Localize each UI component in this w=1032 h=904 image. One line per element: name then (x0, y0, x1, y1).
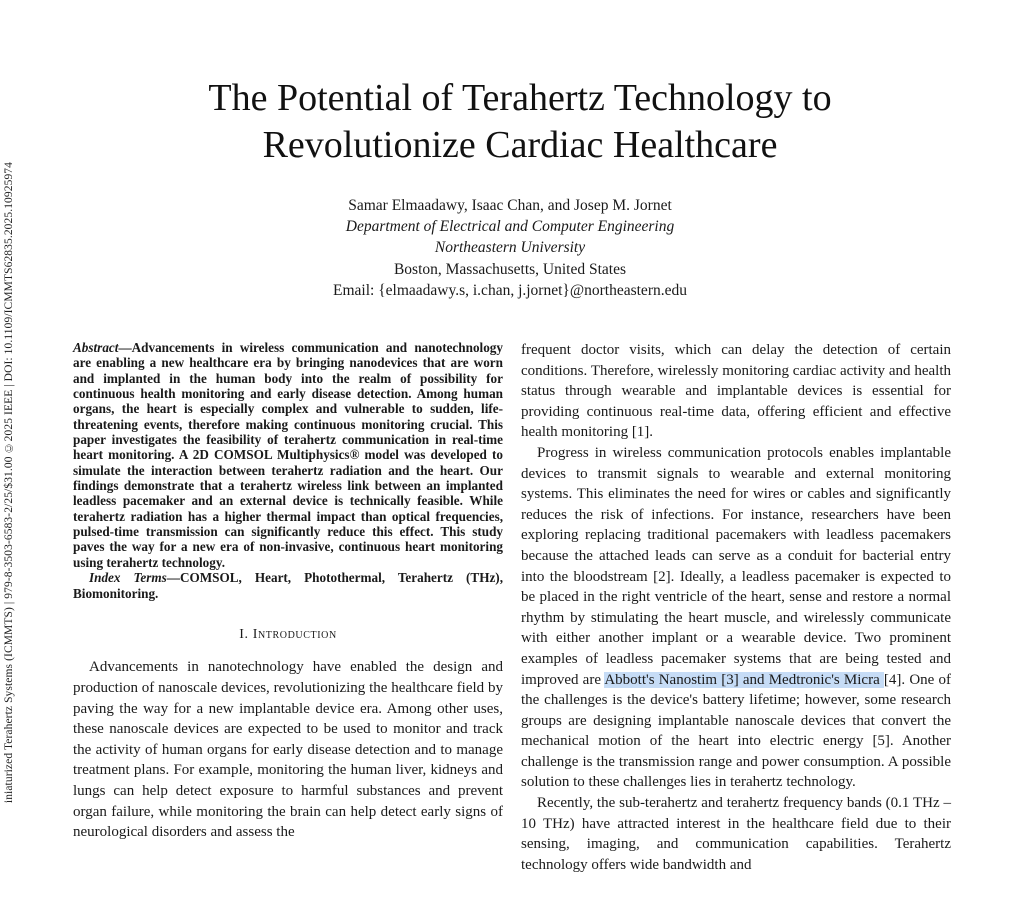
index-terms (73, 570, 503, 601)
author-block (200, 195, 820, 301)
author-university: Northeastern University (434, 239, 586, 257)
right-paragraph-1: frequent doctor visits, which can delay the detection of certain conditions. Therefore, wirelessly monitoring cardiac activity and health status through wearable and implantable devices is essential for providing continuous real-time data, offering efficient and effective health monitoring [1]. (521, 342, 951, 441)
author-location: Boston, Massachusetts, United States (393, 260, 627, 278)
right-paragraph-2-start: Progress in wireless communication protocols enables implantable devices to transmit signals to wearable and external monitoring systems. This eliminates the need for wires or cables and significantly reduces the risk of infections. For instance, researchers have been exploring replacing traditional pacemakers with leadless pacemakers because the attached leads can serve as a conduit for bacterial entry into the bloodstream [2]. Ideally, a leadless pacemaker is expected to be placed in the right ventricle of the heart, sense and restore a normal rhythm by stimulating the heart muscle, and wirelessly communicate with either another implant or a wearable device. Two prominent examples of leadless pacemaker systems that are being tested and improved are (521, 444, 951, 688)
right-column (521, 340, 951, 875)
title-line-2: Revolutionize Cardiac Healthcare (262, 124, 778, 166)
right-paragraph-2 (521, 443, 951, 793)
author-email: Email: {elmaadawy.s, i.chan, j.jornet}@northeastern.edu (333, 281, 687, 299)
right-paragraph-3: Recently, the sub-terahertz and terahertz frequency bands (0.1 THz – 10 THz) have attracted interest in the healthcare field due to their sensing, imaging, and communication capabilities. Terahertz technology offers wide bandwidth and (521, 795, 951, 873)
side-copyright-strip (3, 162, 15, 803)
abstract-label: Abstract (73, 340, 119, 355)
index-terms-label: Index Terms (89, 570, 167, 586)
title-line-1: The Potential of Terahertz Technology to (208, 77, 832, 119)
side-doi-text: 979-8-3503-6583-2/25/$31.00 ©2025 IEEE | DOI: 10.1109/ICMMTS62835.2025.10925974 (3, 162, 15, 599)
side-conference-name: iniaturized Terahertz Systems (ICMMTS) | (3, 601, 15, 804)
left-column (73, 340, 503, 843)
section-title: Introduction (252, 626, 337, 642)
section-heading (73, 625, 503, 646)
author-names: Samar Elmaadawy, Isaac Chan, and Josep M. Jornet (348, 197, 672, 214)
paper-title (120, 75, 920, 169)
abstract-text: —Advancements in wireless communication and nanotechnology are enabling a new healthcare era by bringing nanodevices that are worn and implanted in the human body into the realm of possibility for continuous health monitoring and early disease detection. Among human organs, the heart is especially complex and vulnerable to sudden, life-threatening events, therefore making continuous monitoring crucial. This paper investigates the feasibility of terahertz communication in real-time heart monitoring. A 2D COMSOL Multiphysics® model was developed to simulate the interaction between terahertz radiation and the heart. Our findings demonstrate that a terahertz wireless link between an implanted leadless pacemaker and an external device is technically feasible. While terahertz radiation has a higher thermal impact than optical frequencies, pulsed-time transmission can significantly reduce this effect. This study paves the way for a new era of non-invasive, continuous heart monitoring using terahertz technology. (73, 340, 503, 570)
highlighted-selection[interactable]: Abbott's Nanostim [3] and Medtronic's Micra (604, 671, 884, 688)
index-terms-text: —COMSOL, Heart, Photothermal, Terahertz (THz), Biomonitoring. (73, 570, 503, 601)
author-department: Department of Electrical and Computer Engineering (345, 218, 675, 236)
abstract (73, 340, 503, 570)
section-number: I. (239, 626, 253, 642)
intro-paragraph-1: Advancements in nanotechnology have enabled the design and production of nanoscale devices, revolutionizing the healthcare field by paving the way for a new implantable device era. Among other uses, these nanoscale devices are expected to be used to monitor and track the activity of human organs for early disease detection and to manage treatment plans. For example, monitoring the human liver, kidneys and lungs can help detect exposure to harmful substances and prevent organ failure, while monitoring the brain can help detect early signs of neurological disorders and assess the (73, 659, 503, 841)
right-paragraph-2-end: [4]. One of the challenges is the device's battery lifetime; however, some research groups are designing implantable nanoscale devices that convert the mechanical motion of the heart into electric energy [5]. Another challenge is the transmission range and power consumption. A possible solution to these challenges lies in terahertz technology. (521, 671, 951, 791)
